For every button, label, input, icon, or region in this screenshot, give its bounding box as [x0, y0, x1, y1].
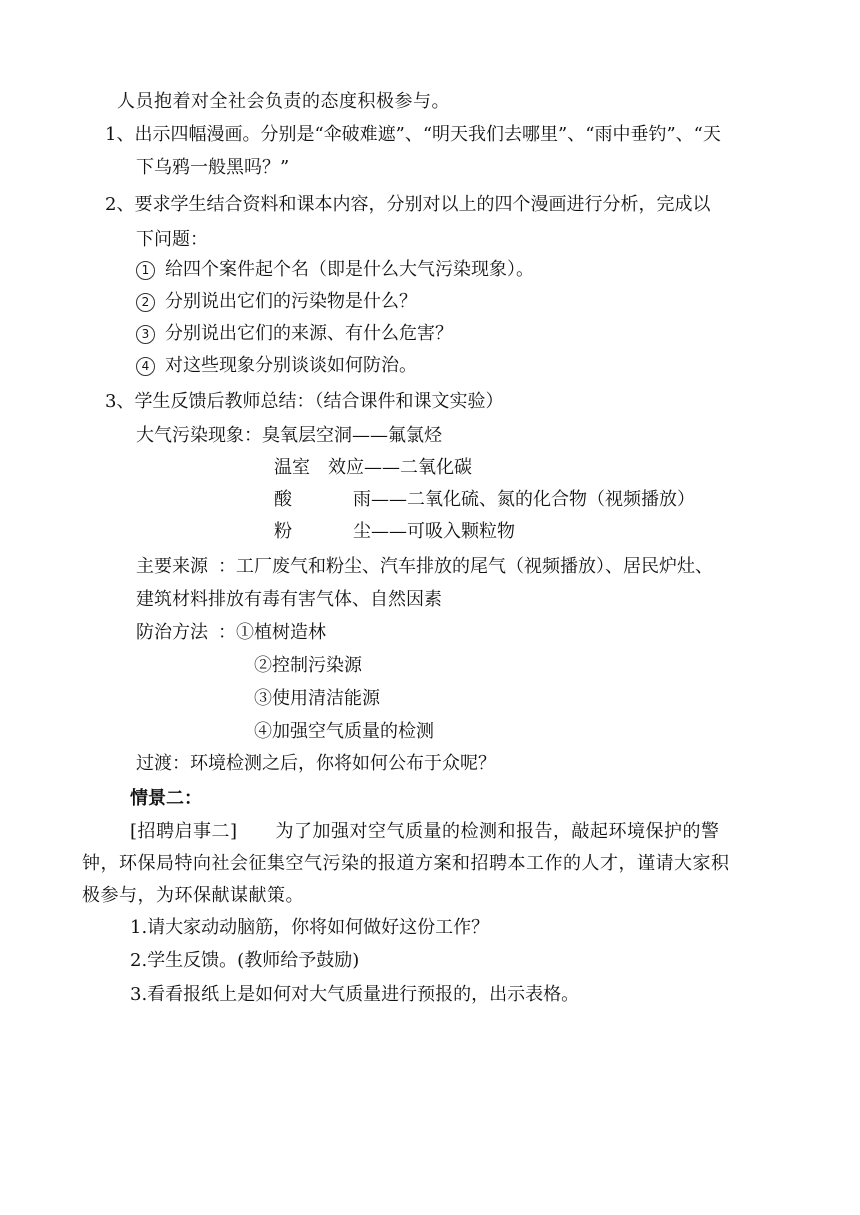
sources-line-2: 建筑材料排放有毒有害气体、自然因素	[136, 589, 442, 610]
intro-tail: 人员抱着对全社会负责的态度积极参与。	[117, 91, 450, 112]
sources-text: ：工厂废气和粉尘、汽车排放的尾气（视频播放）、居民炉灶、	[218, 556, 713, 577]
phenomena-row-2	[274, 456, 472, 480]
step-1-line-2: 下乌鸦一般黑吗？”	[136, 157, 290, 178]
step-2-line-2: 下问题：	[136, 229, 208, 250]
notice-line-1	[130, 820, 720, 844]
phenomenon-cause: ——二氧化碳	[364, 457, 472, 478]
phenomenon-name: 尘	[353, 521, 371, 542]
question-text: 给四个案件起个名（即是什么大气污染现象）。	[165, 259, 534, 280]
circled-number: 1	[136, 261, 155, 280]
prevention-colon: ：	[218, 622, 236, 643]
notice-text: 为了加强对空气质量的检测和报告，敲起环境保护的警	[275, 821, 720, 842]
phenomenon-name: 效应	[328, 457, 364, 478]
question-text: 分别说出它们的污染物是什么？	[165, 291, 417, 312]
phenomena-row-1	[136, 424, 442, 448]
question-2	[136, 290, 417, 314]
circled-number: 2	[136, 293, 155, 312]
question-4	[136, 354, 417, 378]
prevention-label: 防治方法	[136, 622, 208, 643]
phenomenon-name: 温室	[274, 457, 310, 478]
scene-2-heading: 情景二：	[130, 788, 202, 809]
question-text: 分别说出它们的来源、有什么危害？	[165, 323, 453, 344]
sources-label: 主要来源	[136, 556, 208, 577]
scene-2-item-3: 3.看看报纸上是如何对大气质量进行预报的，出示表格。	[130, 984, 580, 1005]
notice-line-3: 极参与，为环保献谋献策。	[82, 885, 304, 906]
circled-number: 3	[136, 325, 155, 344]
phenomenon-name: 臭氧层空洞	[262, 425, 352, 446]
step-1-line-1: 1、出示四幅漫画。分别是“伞破难遮”、“明天我们去哪里”、“雨中垂钓”、“天	[105, 124, 721, 145]
question-3	[136, 322, 453, 346]
transition: 过渡：环境检测之后，你将如何公布于众呢？	[136, 753, 496, 774]
scene-2-item-2: 2.学生反馈。(教师给予鼓励)	[130, 950, 360, 971]
phenomenon-name: 酸	[274, 489, 292, 510]
scene-2-item-1: 1.请大家动动脑筋，你将如何做好这份工作？	[130, 917, 490, 938]
question-1	[136, 258, 534, 282]
notice-line-2: 钟，环保局特向社会征集空气污染的报道方案和招聘本工作的人才，谨请大家积	[82, 853, 730, 874]
prevention-item: ②控制污染源	[254, 655, 362, 676]
circled-number: 4	[136, 357, 155, 376]
step-2-line-1: 2、要求学生结合资料和课本内容，分别对以上的四个漫画进行分析，完成以	[105, 194, 711, 215]
phenomenon-cause: ——二氧化硫、氮的化合物（视频播放）	[371, 489, 695, 510]
prevention-item: ④加强空气质量的检测	[254, 721, 434, 742]
sources-line-1	[136, 555, 713, 579]
phenomena-label: 大气污染现象：	[136, 425, 262, 446]
prevention-item: ③使用清洁能源	[254, 688, 380, 709]
phenomenon-name: 粉	[274, 521, 292, 542]
notice-label: [招聘启事二]	[130, 821, 238, 842]
step-3: 3、学生反馈后教师总结：（结合课件和课文实验）	[105, 391, 504, 412]
prevention-row-1	[136, 621, 326, 645]
phenomenon-name: 雨	[353, 489, 371, 510]
phenomena-row-3	[274, 488, 695, 512]
phenomena-row-4	[274, 520, 515, 544]
phenomenon-cause: ——可吸入颗粒物	[371, 521, 515, 542]
prevention-item: ①植树造林	[236, 622, 326, 643]
phenomenon-cause: ——氟氯烃	[352, 425, 442, 446]
question-text: 对这些现象分别谈谈如何防治。	[165, 355, 417, 376]
